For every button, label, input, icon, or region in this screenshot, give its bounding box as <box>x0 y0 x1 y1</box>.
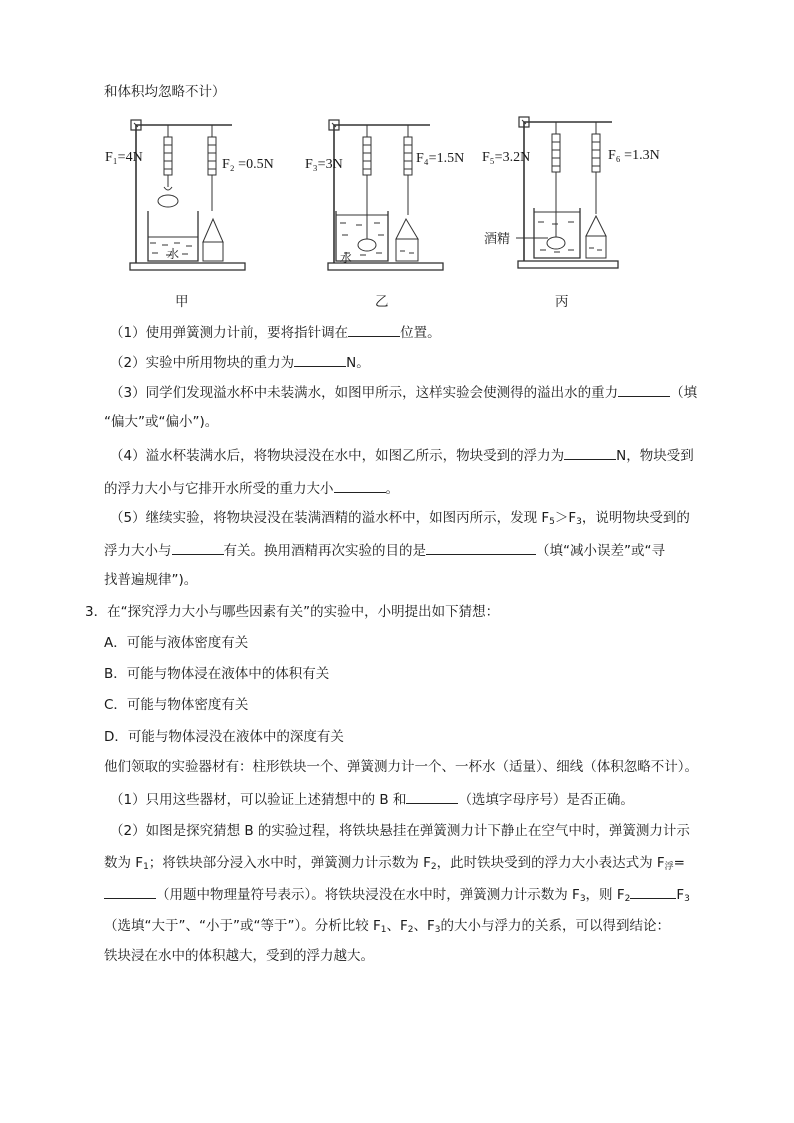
q3-title: 3．在“探究浮力大小与哪些因素有关”的实验中，小明提出如下猜想： <box>85 604 500 620</box>
q3-part2-line4: （选填“大于”、“小于”或“等于”）。分析比较 $F_1$、$F_2$、$F_3$的大小与浮力的关系，可以得到结论： <box>104 918 671 935</box>
q2-part3-line1: （3）同学们发现溢水杯中未装满水，如图甲所示，这样实验会使测得的溢出水的重力 （填 <box>110 382 697 403</box>
figure-yi <box>300 115 480 277</box>
answer-blank[interactable] <box>104 884 156 899</box>
q3-part1: （1）只用这些器材，可以验证上述猜想中的 B 和 （选填字母序号）是否正确。 <box>110 789 634 810</box>
answer-blank[interactable] <box>618 382 670 397</box>
q2-part2: （2）实验中所用物块的重力为 N。 <box>110 352 370 373</box>
force-f6-label: F₆ =1.3N <box>608 148 660 163</box>
figure-caption-bing: 丙 <box>555 294 569 310</box>
q2-part5-line1: （5）继续实验，将物块浸没在装满酒精的溢水杯中，如图丙所示，发现 $F_5>F_3$，说明物块受到的 <box>110 510 690 527</box>
force-f5-label: F₅=3.2N <box>482 150 531 165</box>
answer-blank[interactable] <box>564 445 616 460</box>
liquid-label: 水 <box>167 247 180 261</box>
liquid-label: 酒精 <box>484 232 511 247</box>
q3-part2-line5: 铁块浸在水中的体积越大，受到的浮力越大。 <box>104 948 374 964</box>
answer-blank[interactable] <box>172 540 224 555</box>
figure-caption-yi: 乙 <box>375 294 389 310</box>
answer-blank[interactable] <box>406 789 458 804</box>
q2-part5-line3: 找普遍规律”)。 <box>104 572 198 588</box>
q3-part2-line2: 数为 $F_1$；将铁块部分浸入水中时，弹簧测力计示数为 $F_2$，此时铁块受到的浮力大小表达式为 $F_浮=$ <box>104 855 685 872</box>
answer-blank[interactable] <box>294 352 346 367</box>
q2-part4-line1: （4）溢水杯装满水后，将物块浸没在水中，如图乙所示，物块受到的浮力为 N，物块受到 <box>110 445 694 466</box>
q2-part4-line2: 的浮力大小与它排开水所受的重力大小 。 <box>104 478 399 499</box>
liquid-label: 水 <box>340 251 353 265</box>
figure-caption-jia: 甲 <box>175 294 189 310</box>
q3-materials: 他们领取的实验器材有：柱形铁块一个、弹簧测力计一个、一杯水（适量）、细线（体积忽略不计）。 <box>104 759 698 775</box>
intro-tail: 和体积均忽略不计） <box>104 84 226 100</box>
q3-part2-line1: （2）如图是探究猜想 B 的实验过程，将铁块悬挂在弹簧测力计下静止在空气中时，弹簧测力计示 <box>110 823 690 839</box>
q3-option-d: D．可能与物体浸没在液体中的深度有关 <box>104 729 344 745</box>
figure-jia <box>100 115 280 277</box>
answer-blank[interactable] <box>426 540 536 555</box>
force-f2-label: F₂ =0.5N <box>222 157 274 172</box>
q3-option-a: A．可能与液体密度有关 <box>104 635 249 651</box>
figure-bing <box>482 110 682 275</box>
force-f3-label: F₃=3N <box>305 157 343 172</box>
q2-part3-line2: “偏大”或“偏小”)。 <box>104 414 219 430</box>
q2-part1: （1）使用弹簧测力计前，要将指针调在 位置。 <box>110 322 441 343</box>
q3-part2-line3: （用题中物理量符号表示）。将铁块浸没在水中时，弹簧测力计示数为 $F_3$，则 $F_2$ $F_3$ <box>104 884 690 909</box>
answer-blank[interactable] <box>348 322 400 337</box>
q3-option-b: B．可能与物体浸在液体中的体积有关 <box>104 666 330 682</box>
q3-option-c: C．可能与物体密度有关 <box>104 697 249 713</box>
answer-blank[interactable] <box>334 478 386 493</box>
force-f4-label: F₄=1.5N <box>416 151 465 166</box>
answer-blank[interactable] <box>630 884 676 899</box>
force-f1-label: F₁=4N <box>105 150 143 165</box>
q2-part5-line2: 浮力大小与 有关。换用酒精再次实验的目的是 （填“减小误差”或“寻 <box>104 540 665 561</box>
